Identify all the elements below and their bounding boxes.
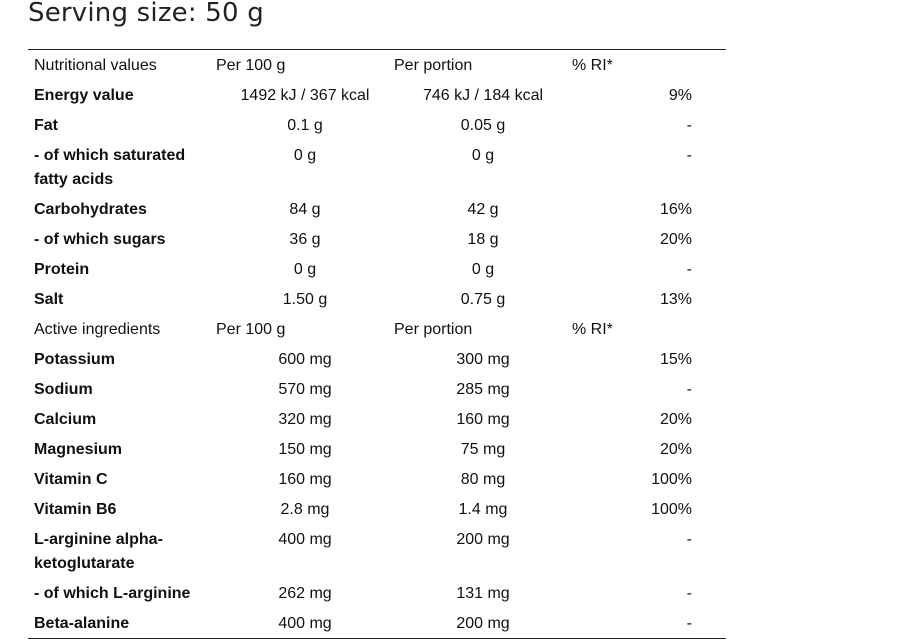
active-header-label: Active ingredients: [34, 321, 161, 338]
table-row: [34, 579, 692, 609]
row-portion: 300 mg: [456, 351, 510, 368]
row-ri: 15%: [659, 351, 692, 368]
row-per100: 262 mg: [278, 585, 332, 602]
row-ri: 20%: [659, 411, 692, 428]
row-portion: 131 mg: [456, 585, 510, 602]
row-portion: 75 mg: [460, 441, 506, 458]
row-per100: 0 g: [293, 261, 317, 278]
row-ri: 100%: [651, 501, 692, 518]
row-ri: -: [686, 261, 692, 278]
row-per100: 320 mg: [278, 411, 332, 428]
row-per100: 570 mg: [278, 381, 332, 398]
row-ri: 9%: [668, 87, 692, 104]
table-row: [34, 495, 692, 525]
serving-size-title: Serving size: 50 g: [28, 0, 264, 28]
active-header-row: [34, 315, 692, 345]
row-ri: 100%: [651, 471, 692, 488]
row-ri: -: [686, 381, 692, 398]
nutrition-header-portion: Per portion: [394, 57, 473, 74]
active-header-ri: % RI*: [572, 321, 613, 338]
table-row: [34, 465, 692, 495]
row-portion: 0 g: [471, 147, 495, 164]
table-row: [34, 225, 692, 255]
row-portion: 1.4 mg: [458, 501, 508, 518]
row-ri: -: [686, 585, 692, 602]
bottom-divider: [28, 638, 726, 639]
row-name: Potassium: [34, 351, 115, 368]
nutrition-header-per100: Per 100 g: [216, 57, 286, 74]
table-row: [34, 345, 692, 375]
table-row: [34, 255, 692, 285]
row-per100: 400 mg: [278, 531, 332, 548]
table-row: [34, 405, 692, 435]
nutrition-table: [34, 51, 692, 639]
table-row: [34, 141, 692, 195]
row-portion: 0.75 g: [460, 291, 506, 308]
row-portion: 0.05 g: [460, 117, 506, 134]
top-divider: [28, 49, 726, 50]
row-per100: 0 g: [293, 147, 317, 164]
row-ri: 20%: [659, 231, 692, 248]
row-per100: 0.1 g: [287, 117, 323, 134]
row-name: Energy value: [34, 87, 134, 104]
row-name: Protein: [34, 261, 90, 278]
row-portion: 285 mg: [456, 381, 510, 398]
row-per100: 150 mg: [278, 441, 332, 458]
row-portion: 18 g: [467, 231, 499, 248]
row-portion: 200 mg: [456, 531, 510, 548]
active-header-portion: Per portion: [394, 321, 473, 338]
table-row: [34, 111, 692, 141]
row-per100: 400 mg: [278, 615, 332, 632]
row-name: Carbohydrates: [34, 201, 147, 218]
row-portion: 0 g: [471, 261, 495, 278]
row-portion: 746 kJ / 184 kcal: [422, 87, 544, 104]
row-name: Sodium: [34, 381, 93, 398]
row-name: L-arginine alpha-ketoglutarate: [34, 531, 163, 572]
nutrition-header-label: Nutritional values: [34, 57, 157, 74]
row-portion: 160 mg: [456, 411, 510, 428]
nutrition-header-ri: % RI*: [572, 57, 613, 74]
row-name: Fat: [34, 117, 58, 134]
row-per100: 1.50 g: [282, 291, 328, 308]
row-ri: -: [686, 531, 692, 548]
row-name: Salt: [34, 291, 64, 308]
table-row: [34, 195, 692, 225]
nutrition-header-row: [34, 51, 692, 81]
row-per100: 600 mg: [278, 351, 332, 368]
row-ri: -: [686, 117, 692, 134]
table-row: [34, 525, 692, 579]
row-ri: 13%: [659, 291, 692, 308]
row-ri: -: [686, 147, 692, 164]
row-name: Beta-alanine: [34, 615, 130, 632]
row-per100: 84 g: [289, 201, 321, 218]
row-per100: 36 g: [289, 231, 321, 248]
row-portion: 80 mg: [460, 471, 506, 488]
table-row: [34, 609, 692, 639]
row-ri: 16%: [659, 201, 692, 218]
row-per100: 160 mg: [278, 471, 332, 488]
row-name: - of which L-arginine: [34, 585, 191, 602]
active-header-per100: Per 100 g: [216, 321, 286, 338]
row-name: Vitamin C: [34, 471, 108, 488]
row-per100: 2.8 mg: [280, 501, 330, 518]
table-row: [34, 285, 692, 315]
row-portion: 200 mg: [456, 615, 510, 632]
row-per100: 1492 kJ / 367 kcal: [240, 87, 370, 104]
row-portion: 42 g: [467, 201, 499, 218]
row-ri: 20%: [659, 441, 692, 458]
row-name: - of which saturated fatty acids: [34, 147, 186, 188]
row-name: Calcium: [34, 411, 97, 428]
table-row: [34, 81, 692, 111]
row-ri: -: [686, 615, 692, 632]
table-row: [34, 435, 692, 465]
row-name: - of which sugars: [34, 231, 166, 248]
row-name: Magnesium: [34, 441, 123, 458]
row-name: Vitamin B6: [34, 501, 117, 518]
table-row: [34, 375, 692, 405]
